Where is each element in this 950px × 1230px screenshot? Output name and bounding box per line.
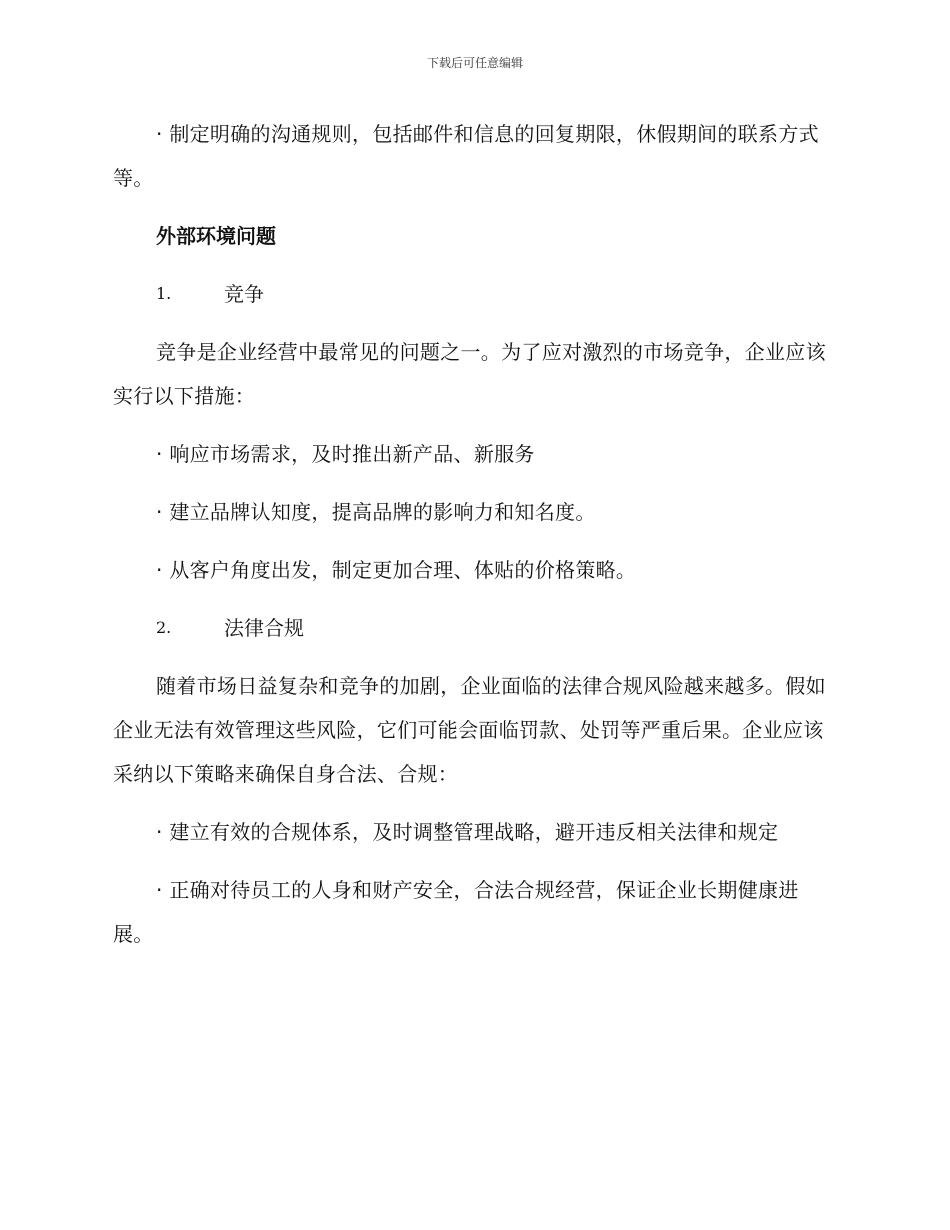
item-number: 1. — [156, 284, 172, 303]
paragraph-competition: 竞争是企业经营中最常见的问题之一。为了应对激烈的市场竞争，企业应该实行以下措施： — [113, 340, 826, 408]
bullet-market-demand: · 响应市场需求，及时推出新产品、新服务 — [156, 442, 535, 466]
numbered-item-legal — [113, 606, 833, 650]
bullet-pricing-strategy: · 从客户角度出发，制定更加合理、体贴的价格策略。 — [156, 558, 637, 582]
bullet-employee-safety: · 正确对待员工的人身和财产安全，合法合规经营，保证企业长期健康进展。 — [113, 878, 799, 946]
item-number: 2. — [156, 618, 172, 637]
numbered-item-competition — [113, 272, 833, 316]
item-title: 竞争 — [224, 282, 264, 306]
bullet-brand-awareness: · 建立品牌认知度，提高品牌的影响力和知名度。 — [156, 500, 596, 524]
document-body — [113, 112, 833, 970]
section-heading: 外部环境问题 — [156, 224, 276, 248]
page-header: 下载后可任意编辑 — [426, 56, 523, 70]
item-title: 法律合规 — [224, 616, 304, 640]
paragraph-legal-compliance: 随着市场日益复杂和竞争的加剧，企业面临的法律合规风险越来越多。假如企业无法有效管理这些风险，它们可能会面临罚款、处罚等严重后果。企业应该采纳以下策略来确保自身合法、合规： — [113, 674, 826, 786]
bullet-communication-rules: · 制定明确的沟通规则，包括邮件和信息的回复期限，休假期间的联系方式等。 — [113, 122, 819, 190]
bullet-compliance-system: · 建立有效的合规体系，及时调整管理战略，避开违反相关法律和规定 — [156, 820, 779, 844]
